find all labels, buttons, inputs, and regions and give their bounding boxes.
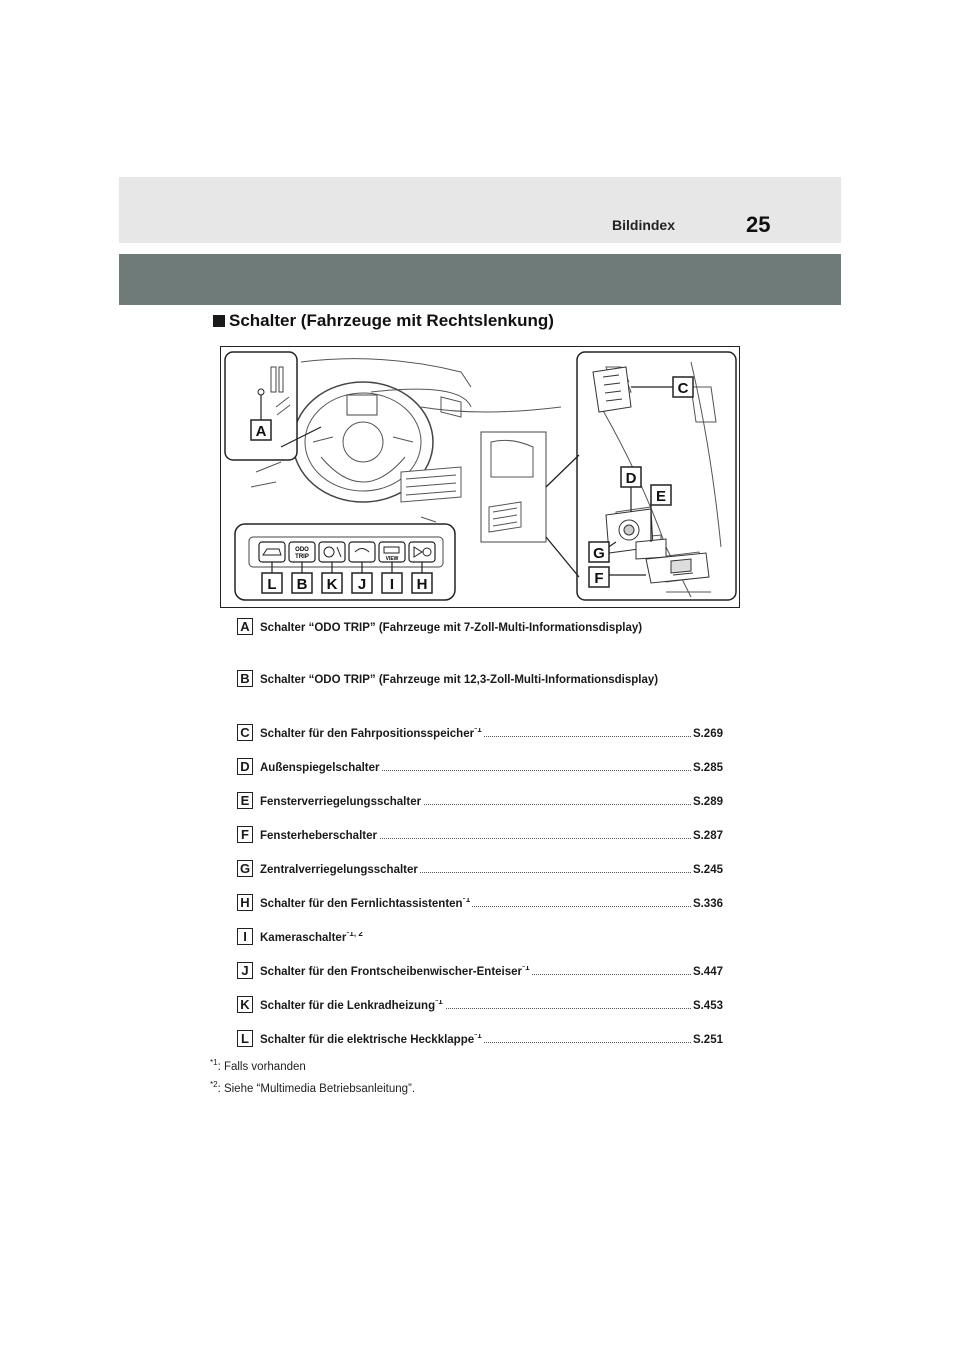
entry-j (237, 962, 723, 982)
entry-text: Schalter “ODO TRIP” (Fahrzeuge mit 7-Zoll-Multi-Informationsdisplay) (260, 622, 643, 634)
entry-page-link[interactable]: S.251 (692, 1034, 723, 1046)
entry-letter: J (237, 962, 253, 979)
footnote-ref: *1 (474, 1034, 482, 1041)
entry-f (237, 826, 723, 846)
footnote-ref: *1 (474, 728, 482, 735)
entry-e (237, 792, 723, 812)
entry-text: Fensterverriegelungsschalter (260, 796, 422, 808)
switch-location-figure (220, 346, 740, 608)
entry-text: Fensterheberschalter (260, 830, 377, 842)
entry-letter: B (237, 670, 253, 687)
entry-text: Schalter für den Fahrpositionsspeicher (260, 728, 475, 740)
callout-f: F (594, 570, 604, 587)
entry-text: Kameraschalter (260, 932, 347, 944)
footnote-mark: *1 (210, 1058, 218, 1067)
footnote-mark: *2 (210, 1080, 218, 1089)
callout-c: C (677, 380, 689, 397)
entry-letter: G (237, 860, 253, 877)
entry-a (237, 618, 723, 638)
footnote-ref: *1 (462, 898, 471, 905)
footnote-text: : Siehe “Multimedia Betriebsanleitung”. (217, 1082, 416, 1095)
header-band (119, 177, 841, 243)
callout-l: L (267, 576, 277, 593)
callout-j: J (357, 576, 367, 593)
entry-k (237, 996, 723, 1016)
entry-letter: K (237, 996, 253, 1013)
entry-letter: H (237, 894, 253, 911)
entry-page-link[interactable]: S.447 (692, 966, 723, 978)
trip-label: TRIP (295, 554, 309, 560)
entry-text: Schalter für den Fernlichtassistenten (260, 898, 463, 910)
entry-page-link[interactable]: S.245 (692, 864, 723, 876)
callout-b: B (296, 576, 308, 593)
odo-label: ODO (295, 547, 309, 553)
entry-text: Zentralverriegelungsschalter (260, 864, 418, 876)
chapter-title: Bildindex (612, 217, 676, 233)
entry-text: Schalter für den Frontscheibenwischer-Enteiser (260, 966, 523, 978)
footnote-ref: *1 (522, 966, 530, 973)
entry-page-link[interactable]: S.289 (692, 796, 723, 808)
entry-letter: F (237, 826, 253, 843)
view-label: VIEW (385, 556, 399, 562)
section-heading (213, 311, 554, 331)
entry-text: Schalter für die elektrische Heckklappe (260, 1034, 475, 1046)
callout-h: H (416, 576, 428, 593)
entry-text: Außenspiegelschalter (260, 762, 380, 774)
entry-letter: E (237, 792, 253, 809)
callout-i: I (389, 576, 395, 593)
footnote-1 (210, 1058, 306, 1073)
entry-page-link[interactable]: S.453 (692, 1000, 723, 1012)
entry-h (237, 894, 723, 914)
entry-d (237, 758, 723, 778)
entry-page-link[interactable]: S.269 (692, 728, 723, 740)
footnote-text: : Falls vorhanden (217, 1060, 306, 1073)
entry-text: Schalter für die Lenkradheizung (260, 1000, 436, 1012)
entry-page-link[interactable]: S.336 (692, 898, 723, 910)
entry-letter: A (237, 618, 253, 635)
square-bullet-icon (213, 315, 225, 327)
entry-letter: D (237, 758, 253, 775)
entry-i (237, 928, 723, 948)
entry-page-link[interactable]: S.287 (692, 830, 723, 842)
footnote-ref: *1 (435, 1000, 443, 1007)
callout-g: G (593, 545, 605, 562)
entry-page-link[interactable]: S.285 (692, 762, 723, 774)
entry-l (237, 1030, 723, 1050)
callout-a: A (255, 423, 267, 440)
entry-g (237, 860, 723, 880)
section-heading-text: Schalter (Fahrzeuge mit Rechtslenkung) (229, 311, 554, 330)
callout-d: D (625, 470, 637, 487)
footnote-2 (210, 1080, 415, 1095)
callout-e: E (655, 488, 667, 505)
entry-letter: I (237, 928, 253, 945)
vehicle-interior-illustration (221, 347, 741, 609)
entry-text: Schalter “ODO TRIP” (Fahrzeuge mit 12,3-Zoll-Multi-Informationsdisplay) (260, 674, 659, 686)
entry-c (237, 724, 723, 744)
section-band (119, 254, 841, 305)
entry-letter: C (237, 724, 253, 741)
entry-letter: L (237, 1030, 253, 1047)
page-number: 25 (746, 212, 771, 237)
callout-k: K (326, 576, 338, 593)
footnote-ref: *1, 2 (346, 932, 363, 939)
entry-b (237, 670, 723, 690)
